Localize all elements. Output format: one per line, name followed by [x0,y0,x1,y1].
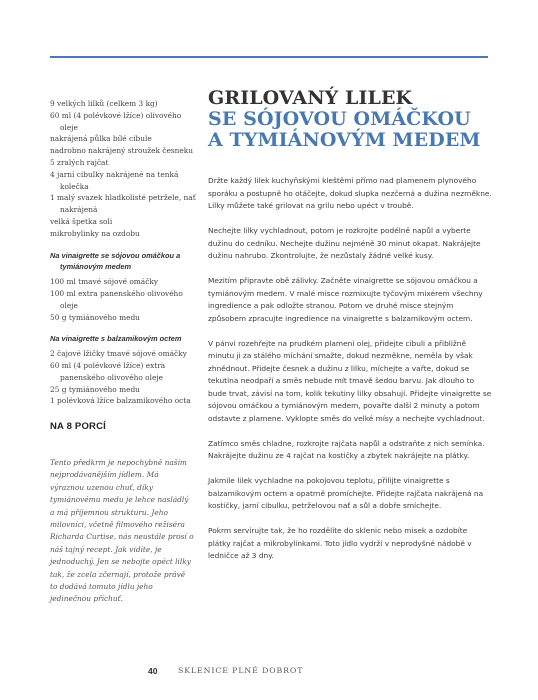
ingredient-item: nakrájená půlka bílé cibule [50,134,152,144]
method-paragraph: Zatímco směs chladne, rozkrojte rajčata napůl a odstraňte z nich semínka. Nakrájejte dužinu ze 4 rajčat na kostičky a zbytek nakrájejte na plátky. [208,438,485,460]
method-paragraph: Nechejte lilky vychladnout, potom je rozkrojte podélně napůl a vyberte dužinu do cedníku. Nechejte dužinu nejméně 30 minut okapat. Nakrájejte dužinu nahrubo. Zkontrolujte, že nezůstaly žádné velké kusy. [208,226,481,260]
title-line-1: GRILOVANÝ LILEK [208,87,413,109]
ingredient-item: 1 polévková lžíce balzamikového octa [50,396,191,406]
ingredient-item: mikrobylinky na ozdobu [50,228,140,238]
ingredient-item: 1 malý svazek hladkolisté petržele, nať nakrájená [50,193,196,215]
recipe-main [208,88,492,575]
recipe-title [208,88,492,151]
ingredient-item: 2 čajové lžičky tmavé sójové omáčky [50,349,187,359]
page-number: 40 [148,666,158,676]
method-paragraph: Jakmile lilek vychladne na pokojovou teplotu, přilijte vinaigrette s balzamikovým octem a opatrně promíchejte. Přidejte rajčata nakrájená na kostičky, jarní cibulku, petrželovou nať a sůl a dobře smíchejte. [208,476,484,510]
book-title: SKLENICE PLNÉ DOBROT [178,666,304,675]
ingredient-item: nadrobno nakrájený stroužek česneku [50,146,193,156]
method-paragraph: Držte každý lilek kuchyňskými kleštěmi přímo nad plamenem plynového sporáku a postupně ho otáčejte, dokud slupka nezčerná a dužina nezměkne. Lilky můžete také grilovat na grilu nebo upéct v troubě. [208,176,492,210]
ingredient-item: velká špetka soli [50,216,113,226]
method-paragraph: Pokrm servírujte tak, že ho rozdělíte do sklenic nebo misek a ozdobíte plátky rajčat a mikrobylinkami. Toto jídlo vydrží v neprodyšné nádobě v ledničce až 3 dny. [208,526,472,560]
ingredient-item: 60 ml (4 polévkové lžíce) olivového oleje [50,110,182,132]
intro-note: Tento předkrm je nepochybně naším nejprodávanějším jídlem. Má výraznou uzenou chuť, díky tymiánovému medu je lehce nasládlý a má příjemnou strukturu. Jeho milovníci, včetně filmového režiséra Richarda Curtise, nás neustále prosí o náš tajný recept. Jak vidíte, je jednoduchý. Jen se nebojte opéct lilky tak, že zcela zčernají, protože právě to dodává tomuto jídlu jeho jedinečnou příchuť. [50,457,194,604]
method-paragraph: V pánvi rozehřejte na prudkém plameni olej, přidejte cibuli a přibližně minutu ji za stálého míchání smažte, dokud nezměkne, neměla by však zhnědnout. Přidejte česnek a dužinu z lilku, míchejte a vařte, dokud se tekutina neodpaří a směs nebude mít tmavě šedou barvu. Jak dlouho to bude trvat, závisí na tom, kolik tekutiny lilky obsahují. Přidejte vinaigrette se sójovou omáčkou a tymiánovým medem, povařte další 2 minuty a potom odstavte z plamene. Vyklopte směs do velké mísy a nechejte vychladnout. [208,338,492,423]
ingredient-item: 60 ml (4 polévkové lžíce) extra panenského olivového oleje [50,360,166,382]
ingredient-item: 25 g tymiánového medu [50,384,140,394]
ingredient-item: 100 ml tmavé sójové omáčky [50,277,158,287]
soy-vinaigrette-heading: Na vinaigrette se sójovou omáčkou a tymiánovým medem [50,250,181,272]
ingredients-column [50,98,200,613]
balsamic-vinaigrette-heading: Na vinaigrette s balzamikovým octem [50,334,182,344]
method-text [208,175,492,563]
ingredients-list [50,98,200,240]
ingredient-item: 9 velkých lilků (celkem 3 kg) [50,99,158,108]
soy-vinaigrette-section [50,250,200,324]
title-line-2: SE SÓJOVOU OMÁČKOU [208,108,471,130]
title-line-3: A TYMIÁNOVÝM MEDEM [208,129,481,151]
balsamic-vinaigrette-section [50,333,200,407]
servings-label: NA 8 PORCÍ [50,421,107,433]
ingredient-item: 100 ml extra panenského olivového oleje [50,288,183,310]
ingredient-item: 50 g tymiánového medu [50,312,140,322]
ingredient-item: 5 zralých rajčat [50,157,109,167]
top-rule [50,56,488,58]
ingredient-item: 4 jarní cibulky nakrájené na tenká kolečka [50,169,179,191]
method-paragraph: Mezitím připravte obě zálivky. Začněte vinaigrette se sójovou omáčkou a tymiánovým medem. V malé misce rozmixujte tyčovým mixérem všechny ingredience a pak odložte stranou. Potom ve druhé misce stejným způsobem zpracujte ingredience na vinaigrette s balzamikovým octem. [208,276,483,323]
